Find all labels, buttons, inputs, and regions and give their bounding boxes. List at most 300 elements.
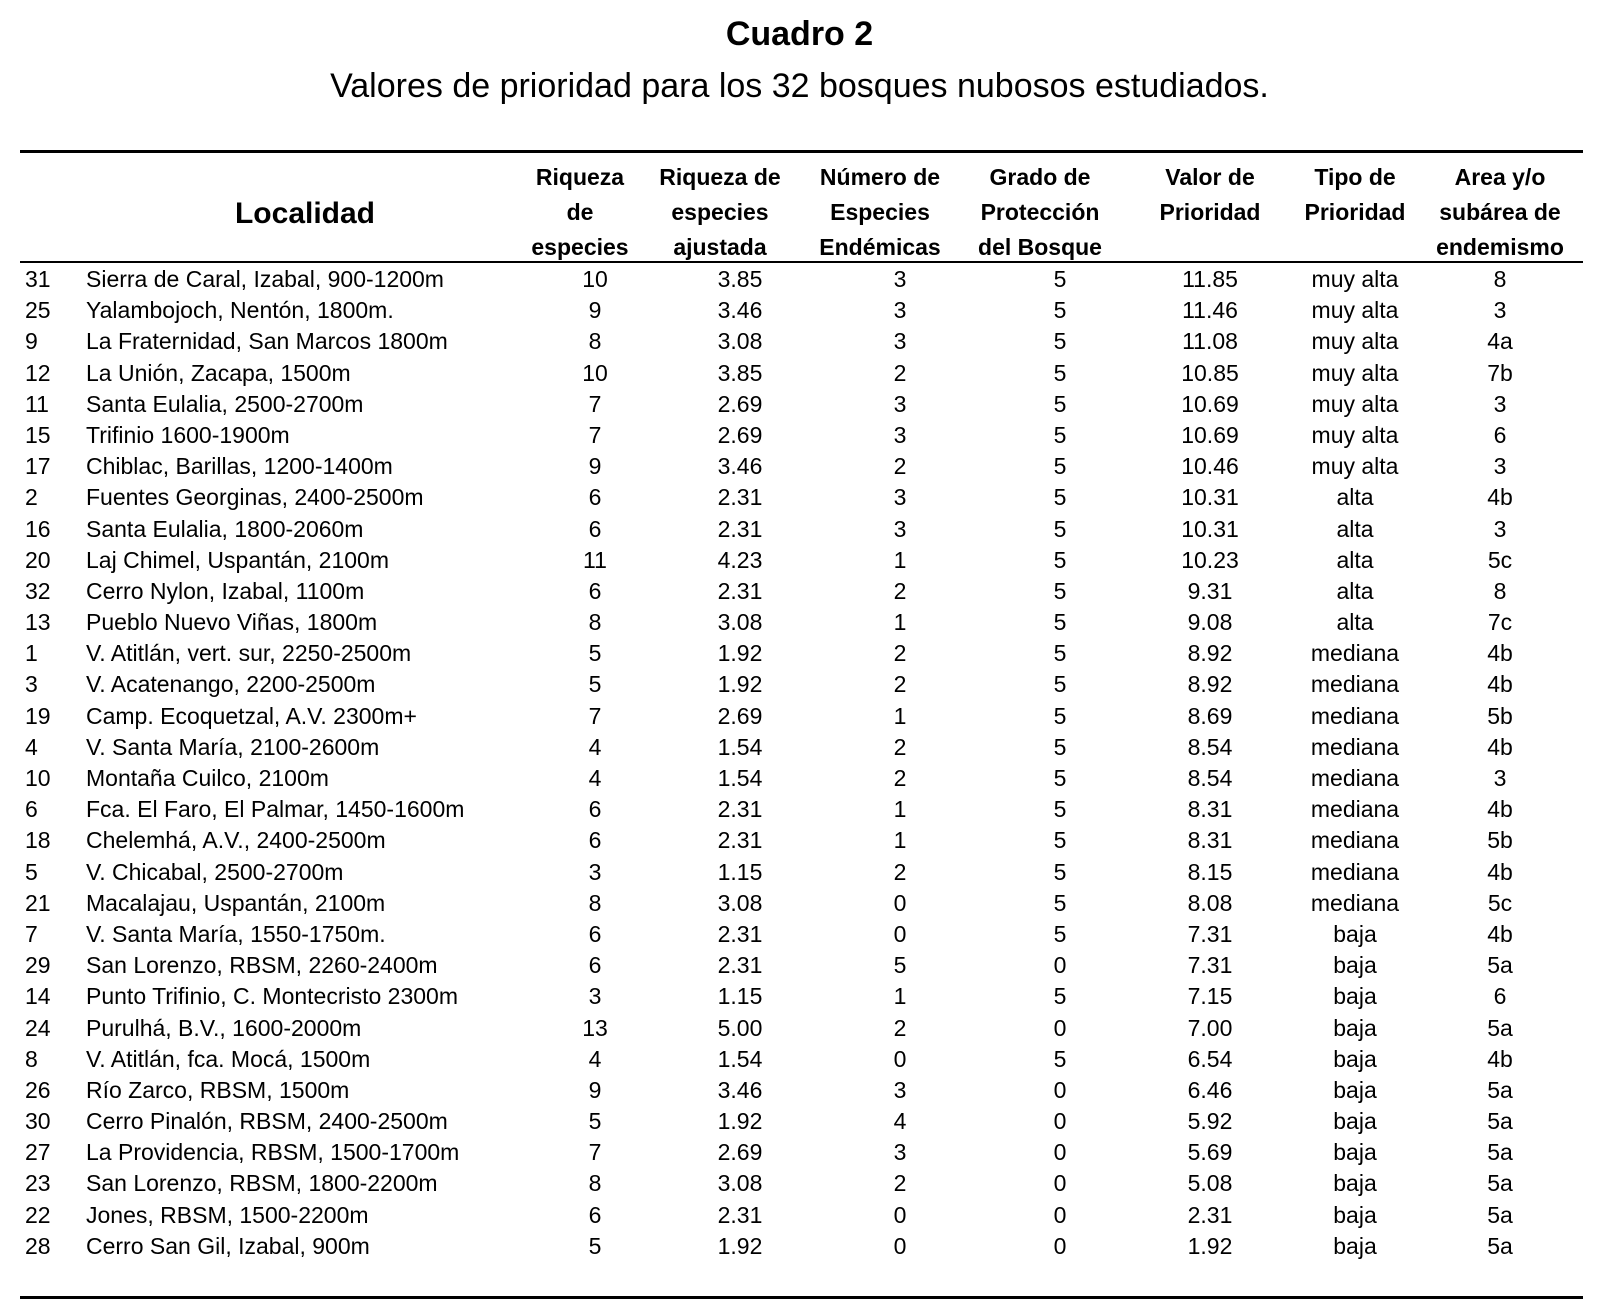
cell-tipo: alta bbox=[1336, 484, 1374, 511]
cell-riqueza: 9 bbox=[588, 453, 602, 480]
header-localidad-label: Localidad bbox=[234, 197, 376, 230]
cell-tipo: baja bbox=[1333, 1139, 1377, 1166]
cell-area: 7c bbox=[1487, 609, 1513, 636]
cell-endemicas: 3 bbox=[893, 515, 907, 542]
row-number: 19 bbox=[25, 702, 51, 729]
cell-area: 4b bbox=[1487, 671, 1513, 698]
row-number: 29 bbox=[25, 952, 51, 979]
cell-proteccion: 0 bbox=[1053, 1014, 1067, 1041]
table-row bbox=[0, 420, 1599, 451]
cell-localidad: V. Atitlán, vert. sur, 2250-2500m bbox=[86, 640, 412, 667]
cell-valor: 10.31 bbox=[1181, 484, 1239, 511]
cell-riqueza: 8 bbox=[588, 1170, 602, 1197]
cell-area: 5c bbox=[1487, 546, 1513, 573]
bottom-rule bbox=[20, 1296, 1583, 1299]
cell-riqueza: 3 bbox=[588, 858, 602, 885]
cell-endemicas: 2 bbox=[893, 733, 907, 760]
cell-tipo: baja bbox=[1333, 1201, 1377, 1228]
table-row bbox=[0, 295, 1599, 326]
cell-endemicas: 1 bbox=[893, 546, 907, 573]
row-number: 9 bbox=[25, 328, 38, 355]
cell-riqueza: 7 bbox=[588, 390, 602, 417]
cell-riqueza-ajustada: 2.69 bbox=[717, 702, 763, 729]
cell-valor: 8.54 bbox=[1187, 765, 1233, 791]
header-endemicas bbox=[805, 160, 955, 265]
cell-riqueza: 6 bbox=[588, 484, 602, 511]
cell-tipo: baja bbox=[1333, 1076, 1377, 1103]
row-number: 15 bbox=[25, 421, 51, 448]
cell-localidad: Punto Trifinio, C. Montecristo 2300m bbox=[86, 983, 458, 1010]
cell-area: 4b bbox=[1487, 484, 1513, 511]
row-number: 16 bbox=[25, 515, 51, 542]
cell-area: 5a bbox=[1487, 1139, 1513, 1166]
table-body bbox=[0, 264, 1599, 1262]
cell-endemicas: 0 bbox=[893, 1045, 907, 1072]
cell-endemicas: 2 bbox=[893, 640, 907, 667]
table-title: Cuadro 2 bbox=[725, 15, 874, 53]
row-number: 30 bbox=[25, 1108, 51, 1135]
cell-riqueza: 7 bbox=[588, 702, 602, 729]
cell-proteccion: 0 bbox=[1053, 1108, 1067, 1135]
header-proteccion bbox=[965, 160, 1115, 265]
table-row bbox=[0, 1013, 1599, 1044]
cell-valor: 7.31 bbox=[1187, 952, 1233, 979]
cell-localidad: Pueblo Nuevo Viñas, 1800m bbox=[86, 609, 378, 636]
row-number: 18 bbox=[25, 827, 51, 854]
cell-area: 8 bbox=[1493, 577, 1507, 604]
cell-valor: 9.08 bbox=[1187, 609, 1233, 636]
cell-localidad: Trifinio 1600-1900m bbox=[86, 421, 290, 448]
table-row bbox=[0, 701, 1599, 732]
cell-tipo: mediana bbox=[1310, 702, 1400, 729]
cell-localidad: La Providencia, RBSM, 1500-1700m bbox=[86, 1139, 460, 1166]
cell-localidad: V. Acatenango, 2200-2500m bbox=[86, 671, 376, 698]
cell-endemicas: 0 bbox=[893, 1232, 907, 1259]
cell-valor: 11.08 bbox=[1182, 328, 1238, 355]
cell-area: 5a bbox=[1487, 1014, 1513, 1041]
cell-tipo: baja bbox=[1333, 952, 1377, 979]
cell-valor: 6.54 bbox=[1187, 1045, 1233, 1072]
cell-localidad: Cerro Pinalón, RBSM, 2400-2500m bbox=[86, 1108, 448, 1135]
cell-riqueza-ajustada: 1.54 bbox=[717, 733, 763, 760]
cell-area: 4b bbox=[1487, 858, 1513, 885]
cell-tipo: baja bbox=[1333, 920, 1377, 947]
header-line: subárea de bbox=[1439, 199, 1561, 225]
cell-tipo: mediana bbox=[1310, 858, 1400, 885]
cell-riqueza: 3 bbox=[588, 983, 602, 1010]
cell-riqueza: 5 bbox=[588, 1108, 602, 1135]
cell-proteccion: 5 bbox=[1053, 983, 1067, 1010]
cell-area: 4b bbox=[1487, 1045, 1513, 1072]
cell-proteccion: 5 bbox=[1053, 577, 1067, 604]
cell-proteccion: 5 bbox=[1053, 515, 1067, 542]
cell-proteccion: 5 bbox=[1053, 702, 1067, 729]
cell-localidad: Laj Chimel, Uspantán, 2100m bbox=[86, 546, 389, 573]
cell-riqueza-ajustada: 4.23 bbox=[717, 546, 763, 573]
cell-localidad: Chelemhá, A.V., 2400-2500m bbox=[86, 827, 386, 854]
table-caption: Valores de prioridad para los 32 bosques nubosos estudiados. bbox=[330, 67, 1269, 105]
cell-area: 5a bbox=[1487, 1108, 1513, 1135]
row-number: 2 bbox=[25, 484, 38, 511]
header-localidad bbox=[200, 196, 410, 231]
cell-tipo: mediana bbox=[1310, 827, 1400, 854]
table-row bbox=[0, 1044, 1599, 1075]
table-row bbox=[0, 1137, 1599, 1168]
table-row bbox=[0, 451, 1599, 482]
table-row bbox=[0, 576, 1599, 607]
cell-riqueza: 8 bbox=[588, 889, 602, 916]
table-row bbox=[0, 888, 1599, 919]
cell-riqueza-ajustada: 1.92 bbox=[717, 1232, 763, 1259]
cell-localidad: Yalambojoch, Nentón, 1800m. bbox=[86, 297, 394, 324]
cell-localidad: Río Zarco, RBSM, 1500m bbox=[86, 1076, 350, 1103]
cell-riqueza: 5 bbox=[588, 640, 602, 667]
cell-tipo: mediana bbox=[1310, 640, 1400, 667]
cell-tipo: mediana bbox=[1310, 889, 1400, 916]
cell-valor: 8.69 bbox=[1187, 702, 1233, 729]
cell-riqueza-ajustada: 2.31 bbox=[717, 515, 763, 542]
cell-valor: 10.31 bbox=[1181, 515, 1239, 542]
cell-riqueza-ajustada: 3.08 bbox=[717, 889, 763, 916]
cell-proteccion: 5 bbox=[1053, 827, 1067, 854]
table-row bbox=[0, 1075, 1599, 1106]
row-number: 28 bbox=[25, 1232, 51, 1259]
row-number: 5 bbox=[25, 858, 38, 885]
row-number: 1 bbox=[25, 640, 38, 667]
cell-area: 4b bbox=[1487, 920, 1513, 947]
header-line: Especies bbox=[830, 199, 930, 225]
cell-riqueza: 6 bbox=[588, 796, 602, 823]
table-row bbox=[0, 794, 1599, 825]
cell-proteccion: 5 bbox=[1053, 920, 1067, 947]
cell-proteccion: 0 bbox=[1053, 1139, 1067, 1166]
cell-riqueza-ajustada: 2.31 bbox=[717, 577, 763, 604]
cell-valor: 10.85 bbox=[1181, 359, 1239, 386]
header-area bbox=[1430, 160, 1570, 265]
cell-tipo: alta bbox=[1336, 609, 1374, 636]
cell-riqueza-ajustada: 2.31 bbox=[717, 796, 763, 823]
cell-proteccion: 0 bbox=[1053, 1076, 1067, 1103]
cell-area: 5a bbox=[1487, 1076, 1513, 1103]
table-row bbox=[0, 763, 1599, 794]
cell-riqueza-ajustada: 2.31 bbox=[717, 484, 763, 511]
table-row bbox=[0, 1168, 1599, 1199]
row-number: 11 bbox=[25, 390, 49, 417]
table-row bbox=[0, 857, 1599, 888]
table-row bbox=[0, 358, 1599, 389]
cell-riqueza-ajustada: 3.85 bbox=[717, 266, 763, 292]
row-number: 21 bbox=[25, 889, 51, 916]
cell-localidad: Montaña Cuilco, 2100m bbox=[86, 765, 329, 791]
cell-valor: 11.85 bbox=[1182, 266, 1238, 292]
table-row bbox=[0, 545, 1599, 576]
cell-valor: 8.31 bbox=[1187, 796, 1233, 823]
row-number: 6 bbox=[25, 796, 38, 823]
cell-riqueza: 7 bbox=[588, 421, 602, 448]
cell-localidad: V. Atitlán, fca. Mocá, 1500m bbox=[86, 1045, 371, 1072]
cell-riqueza-ajustada: 1.92 bbox=[717, 671, 763, 698]
cell-area: 3 bbox=[1493, 390, 1507, 417]
row-number: 32 bbox=[25, 577, 51, 604]
cell-tipo: baja bbox=[1333, 983, 1377, 1010]
cell-riqueza-ajustada: 2.31 bbox=[717, 1201, 763, 1228]
cell-endemicas: 4 bbox=[893, 1108, 907, 1135]
cell-endemicas: 2 bbox=[893, 577, 907, 604]
cell-riqueza: 7 bbox=[588, 1139, 602, 1166]
cell-localidad: Sierra de Caral, Izabal, 900-1200m bbox=[86, 266, 444, 292]
cell-area: 8 bbox=[1493, 266, 1507, 292]
cell-tipo: mediana bbox=[1310, 765, 1400, 791]
cell-riqueza: 4 bbox=[588, 765, 602, 791]
cell-tipo: muy alta bbox=[1311, 453, 1399, 480]
cell-riqueza: 4 bbox=[588, 733, 602, 760]
cell-tipo: muy alta bbox=[1311, 359, 1399, 386]
cell-endemicas: 0 bbox=[893, 889, 907, 916]
header-tipo bbox=[1285, 160, 1425, 230]
row-number: 4 bbox=[25, 733, 38, 760]
cell-tipo: baja bbox=[1333, 1232, 1377, 1259]
cell-valor: 8.15 bbox=[1187, 858, 1233, 885]
cell-riqueza-ajustada: 1.15 bbox=[717, 858, 763, 885]
cell-valor: 7.31 bbox=[1187, 920, 1233, 947]
row-number: 31 bbox=[25, 266, 51, 292]
cell-valor: 10.69 bbox=[1181, 390, 1239, 417]
cell-valor: 10.46 bbox=[1181, 453, 1239, 480]
cell-valor: 8.92 bbox=[1187, 671, 1233, 698]
header-line: Valor de bbox=[1165, 164, 1255, 190]
header-line: Prioridad bbox=[1304, 199, 1406, 225]
header-line: endemismo bbox=[1436, 234, 1564, 260]
header-line: del Bosque bbox=[978, 234, 1102, 260]
row-number: 20 bbox=[25, 546, 51, 573]
cell-endemicas: 1 bbox=[893, 983, 907, 1010]
cell-area: 5c bbox=[1487, 889, 1513, 916]
cell-localidad: Cerro San Gil, Izabal, 900m bbox=[86, 1232, 370, 1259]
table-row bbox=[0, 919, 1599, 950]
table-row bbox=[0, 825, 1599, 856]
cell-riqueza: 5 bbox=[588, 1232, 602, 1259]
cell-proteccion: 0 bbox=[1053, 952, 1067, 979]
cell-localidad: Purulhá, B.V., 1600-2000m bbox=[86, 1014, 362, 1041]
header-riqueza-ajustada bbox=[645, 160, 795, 265]
cell-area: 3 bbox=[1493, 515, 1507, 542]
cell-tipo: muy alta bbox=[1311, 297, 1399, 324]
cell-proteccion: 5 bbox=[1053, 858, 1067, 885]
cell-proteccion: 5 bbox=[1053, 671, 1067, 698]
cell-proteccion: 5 bbox=[1053, 359, 1067, 386]
cell-localidad: Camp. Ecoquetzal, A.V. 2300m+ bbox=[86, 702, 417, 729]
cell-valor: 9.31 bbox=[1187, 577, 1233, 604]
cell-riqueza: 9 bbox=[588, 297, 602, 324]
cell-valor: 8.08 bbox=[1187, 889, 1233, 916]
cell-localidad: V. Chicabal, 2500-2700m bbox=[86, 858, 344, 885]
cell-riqueza: 9 bbox=[588, 1076, 602, 1103]
row-number: 13 bbox=[25, 609, 51, 636]
cell-localidad: V. Santa María, 1550-1750m. bbox=[86, 920, 386, 947]
cell-endemicas: 1 bbox=[893, 796, 907, 823]
cell-riqueza-ajustada: 3.08 bbox=[717, 328, 763, 355]
cell-tipo: mediana bbox=[1310, 671, 1400, 698]
cell-riqueza: 8 bbox=[588, 609, 602, 636]
cell-area: 4b bbox=[1487, 640, 1513, 667]
header-line: especies bbox=[531, 234, 629, 260]
row-number: 25 bbox=[25, 297, 51, 324]
cell-valor: 6.46 bbox=[1187, 1076, 1233, 1103]
cell-riqueza-ajustada: 3.46 bbox=[717, 297, 763, 324]
cell-riqueza-ajustada: 2.69 bbox=[717, 1139, 763, 1166]
cell-endemicas: 1 bbox=[893, 702, 907, 729]
cell-area: 4a bbox=[1487, 328, 1513, 355]
cell-proteccion: 5 bbox=[1053, 765, 1067, 791]
cell-valor: 2.31 bbox=[1187, 1201, 1233, 1228]
cell-riqueza-ajustada: 1.15 bbox=[717, 983, 763, 1010]
cell-valor: 7.00 bbox=[1187, 1014, 1233, 1041]
cell-endemicas: 3 bbox=[893, 421, 907, 448]
cell-riqueza: 10 bbox=[582, 266, 608, 292]
cell-area: 7b bbox=[1487, 359, 1513, 386]
cell-valor: 8.54 bbox=[1187, 733, 1233, 760]
cell-tipo: alta bbox=[1336, 515, 1374, 542]
cell-area: 3 bbox=[1493, 765, 1507, 791]
cell-localidad: Fuentes Georginas, 2400-2500m bbox=[86, 484, 424, 511]
cell-endemicas: 0 bbox=[893, 920, 907, 947]
cell-endemicas: 1 bbox=[893, 827, 907, 854]
cell-area: 6 bbox=[1493, 421, 1507, 448]
cell-riqueza-ajustada: 3.85 bbox=[717, 359, 763, 386]
cell-riqueza-ajustada: 3.08 bbox=[717, 609, 763, 636]
cell-tipo: alta bbox=[1336, 546, 1374, 573]
cell-localidad: San Lorenzo, RBSM, 1800-2200m bbox=[86, 1170, 438, 1197]
row-number: 26 bbox=[25, 1076, 51, 1103]
cell-endemicas: 5 bbox=[893, 952, 907, 979]
header-line: Riqueza de bbox=[659, 164, 781, 190]
cell-valor: 8.31 bbox=[1187, 827, 1233, 854]
cell-riqueza-ajustada: 1.54 bbox=[717, 1045, 763, 1072]
cell-valor: 1.92 bbox=[1187, 1232, 1233, 1259]
cell-area: 5b bbox=[1487, 827, 1513, 854]
row-number: 7 bbox=[25, 920, 38, 947]
cell-proteccion: 0 bbox=[1053, 1201, 1067, 1228]
cell-proteccion: 5 bbox=[1053, 640, 1067, 667]
cell-endemicas: 3 bbox=[893, 1076, 907, 1103]
cell-proteccion: 5 bbox=[1053, 484, 1067, 511]
cell-tipo: baja bbox=[1333, 1108, 1377, 1135]
row-number: 3 bbox=[25, 671, 38, 698]
cell-valor: 10.23 bbox=[1181, 546, 1239, 573]
cell-tipo: muy alta bbox=[1311, 421, 1399, 448]
cell-endemicas: 2 bbox=[893, 1014, 907, 1041]
cell-tipo: muy alta bbox=[1311, 390, 1399, 417]
header-line: de bbox=[566, 199, 594, 225]
table-row bbox=[0, 981, 1599, 1012]
header-line: Area y/o bbox=[1454, 164, 1546, 190]
cell-valor: 8.92 bbox=[1187, 640, 1233, 667]
cell-localidad: Macalajau, Uspantán, 2100m bbox=[86, 889, 386, 916]
cell-tipo: baja bbox=[1333, 1014, 1377, 1041]
cell-area: 6 bbox=[1493, 983, 1507, 1010]
header-line: Número de bbox=[819, 164, 941, 190]
cell-riqueza-ajustada: 3.08 bbox=[717, 1170, 763, 1197]
cell-endemicas: 2 bbox=[893, 765, 907, 791]
cell-proteccion: 5 bbox=[1053, 421, 1067, 448]
header-valor bbox=[1145, 160, 1275, 230]
cell-area: 4b bbox=[1487, 733, 1513, 760]
cell-riqueza-ajustada: 3.46 bbox=[717, 1076, 763, 1103]
cell-area: 5a bbox=[1487, 952, 1513, 979]
cell-tipo: muy alta bbox=[1311, 266, 1399, 292]
cell-endemicas: 2 bbox=[893, 453, 907, 480]
cell-localidad: Chiblac, Barillas, 1200-1400m bbox=[86, 453, 393, 480]
cell-valor: 5.69 bbox=[1187, 1139, 1233, 1166]
row-number: 10 bbox=[25, 765, 51, 791]
table-row bbox=[0, 264, 1599, 295]
cell-proteccion: 5 bbox=[1053, 733, 1067, 760]
cell-area: 5a bbox=[1487, 1201, 1513, 1228]
cell-proteccion: 5 bbox=[1053, 796, 1067, 823]
header-line: Tipo de bbox=[1314, 164, 1396, 190]
cell-tipo: baja bbox=[1333, 1170, 1377, 1197]
top-rule bbox=[20, 150, 1583, 153]
cell-area: 3 bbox=[1493, 297, 1507, 324]
cell-tipo: mediana bbox=[1310, 733, 1400, 760]
table-row bbox=[0, 638, 1599, 669]
cell-endemicas: 2 bbox=[893, 1170, 907, 1197]
cell-endemicas: 0 bbox=[893, 1201, 907, 1228]
row-number: 23 bbox=[25, 1170, 51, 1197]
table-row bbox=[0, 514, 1599, 545]
cell-riqueza: 6 bbox=[588, 920, 602, 947]
header-line: ajustada bbox=[673, 234, 767, 260]
cell-riqueza-ajustada: 1.54 bbox=[717, 765, 763, 791]
cell-localidad: San Lorenzo, RBSM, 2260-2400m bbox=[86, 952, 438, 979]
cell-proteccion: 5 bbox=[1053, 266, 1067, 292]
cell-tipo: muy alta bbox=[1311, 328, 1399, 355]
cell-riqueza: 8 bbox=[588, 328, 602, 355]
row-number: 8 bbox=[25, 1045, 38, 1072]
cell-proteccion: 5 bbox=[1053, 546, 1067, 573]
table-row bbox=[0, 326, 1599, 357]
cell-area: 5b bbox=[1487, 702, 1513, 729]
cell-riqueza: 13 bbox=[582, 1014, 608, 1041]
table-row bbox=[0, 607, 1599, 638]
cell-endemicas: 3 bbox=[893, 297, 907, 324]
cell-riqueza: 10 bbox=[582, 359, 608, 386]
cell-riqueza-ajustada: 2.31 bbox=[717, 920, 763, 947]
cell-localidad: La Unión, Zacapa, 1500m bbox=[86, 359, 351, 386]
cell-riqueza: 4 bbox=[588, 1045, 602, 1072]
header-riqueza bbox=[520, 160, 640, 265]
header-line: Prioridad bbox=[1159, 199, 1261, 225]
header-line: especies bbox=[671, 199, 769, 225]
cell-area: 3 bbox=[1493, 453, 1507, 480]
cell-proteccion: 5 bbox=[1053, 889, 1067, 916]
row-number: 14 bbox=[25, 983, 51, 1010]
cell-proteccion: 5 bbox=[1053, 297, 1067, 324]
cell-valor: 7.15 bbox=[1187, 983, 1233, 1010]
cell-endemicas: 2 bbox=[893, 858, 907, 885]
cell-endemicas: 3 bbox=[893, 266, 907, 292]
cell-proteccion: 5 bbox=[1053, 390, 1067, 417]
cell-endemicas: 3 bbox=[893, 328, 907, 355]
cell-endemicas: 3 bbox=[893, 484, 907, 511]
cell-riqueza-ajustada: 1.92 bbox=[717, 1108, 763, 1135]
cell-proteccion: 5 bbox=[1053, 1045, 1067, 1072]
cell-riqueza: 11 bbox=[583, 546, 607, 573]
cell-localidad: Santa Eulalia, 1800-2060m bbox=[86, 515, 364, 542]
cell-riqueza: 6 bbox=[588, 1201, 602, 1228]
cell-riqueza-ajustada: 5.00 bbox=[717, 1014, 763, 1041]
cell-area: 5a bbox=[1487, 1170, 1513, 1197]
